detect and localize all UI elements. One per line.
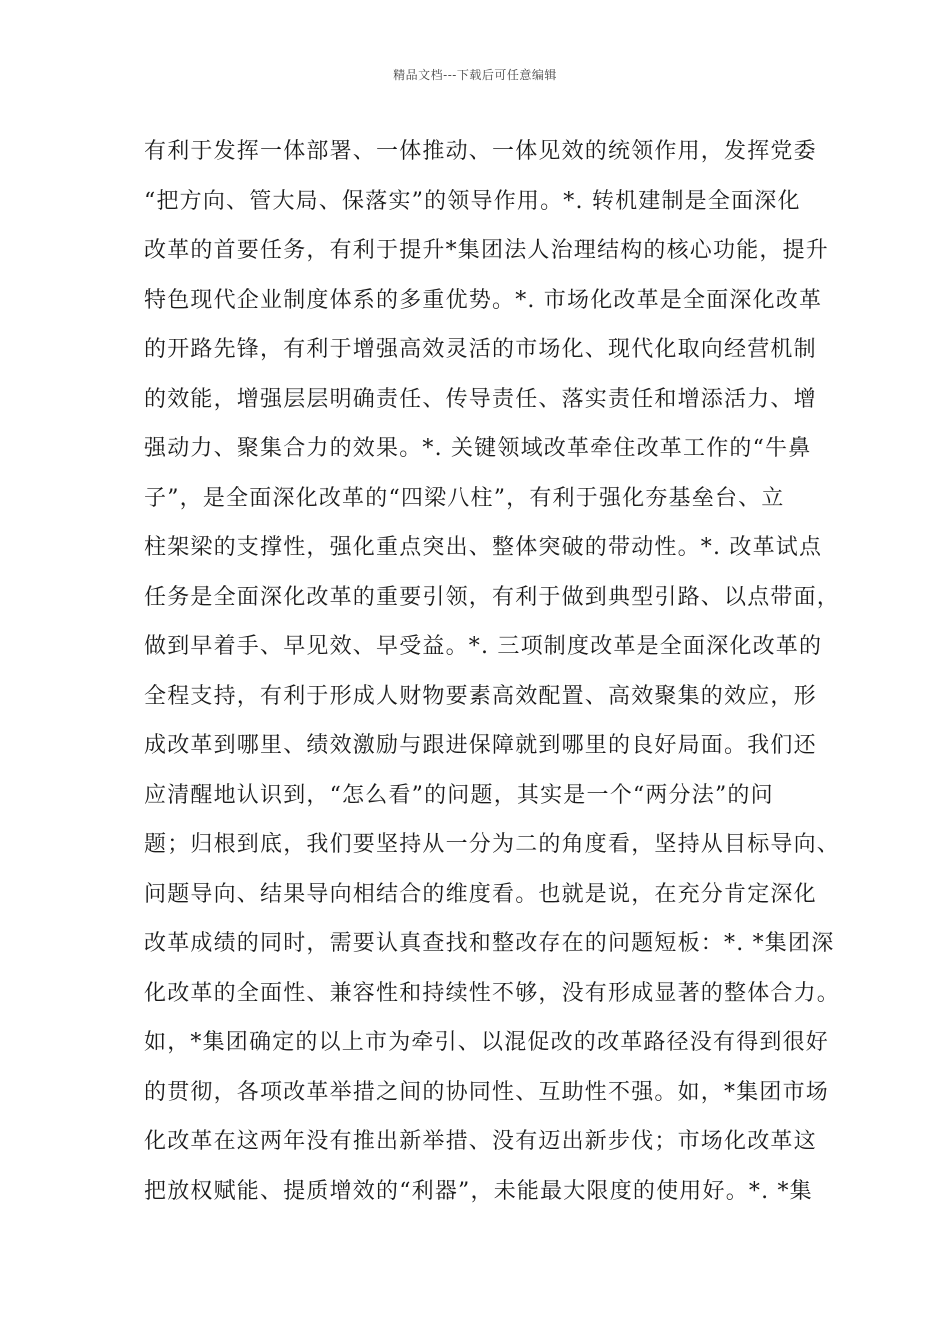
text-line: 化改革的全面性、兼容性和持续性不够，没有形成显著的整体合力。 — [144, 980, 841, 1006]
text-line: 柱架梁的支撑性，强化重点突出、整体突破的带动性。*. 改革试点 — [144, 535, 823, 560]
text-line: 全程支持，有利于形成人财物要素高效配置、高效聚集的效应，形 — [144, 683, 817, 709]
text-line: 改革的首要任务，有利于提升*集团法人治理结构的核心功能，提升 — [144, 238, 830, 263]
text-line: 题；归根到底，我们要坚持从一分为二的角度看，坚持从目标导向、 — [144, 832, 841, 857]
text-line: 特色现代企业制度体系的多重优势。*. 市场化改革是全面深化改革 — [144, 287, 823, 313]
text-line: 把放权赋能、提质增效的“利器”，未能最大限度的使用好。*. *集 — [144, 1178, 813, 1204]
text-line: 强动力、聚集合力的效果。*. 关键领域改革牵住改革工作的“牛鼻 — [144, 436, 812, 461]
text-line: “把方向、管大局、保落实”的领导作用。*. 转机建制是全面深化 — [144, 188, 801, 214]
text-line: 做到早着手、早见效、早受益。*. 三项制度改革是全面深化改革的 — [144, 634, 823, 659]
text-line: 化改革在这两年没有推出新举措、没有迈出新步伐；市场化改革这 — [144, 1129, 817, 1154]
text-line: 有利于发挥一体部署、一体推动、一体见效的统领作用，发挥党委 — [144, 139, 817, 164]
text-line: 成改革到哪里、绩效激励与跟进保障就到哪里的良好局面。我们还 — [144, 733, 817, 758]
text-line: 子”，是全面深化改革的“四梁八柱”，有利于强化夯基垒台、立 — [144, 485, 785, 511]
page-header: 精品文档---下载后可任意编辑 — [393, 68, 557, 82]
body-paragraph — [144, 130, 841, 1219]
text-line: 应清醒地认识到，“怎么看”的问题，其实是一个“两分法”的问 — [144, 782, 774, 808]
text-line: 改革成绩的同时，需要认真查找和整改存在的问题短板：*. *集团深 — [144, 931, 835, 956]
text-line: 如，*集团确定的以上市为牵引、以混促改的改革路径没有得到很好 — [144, 1030, 830, 1055]
text-line: 任务是全面深化改革的重要引领，有利于做到典型引路、以点带面， — [144, 584, 841, 610]
text-line: 的贯彻，各项改革举措之间的协同性、互助性不强。如，*集团市场 — [144, 1079, 830, 1105]
text-line: 问题导向、结果导向相结合的维度看。也就是说，在充分肯定深化 — [144, 881, 817, 907]
text-line: 的开路先锋，有利于增强高效灵活的市场化、现代化取向经营机制 — [144, 337, 817, 362]
text-line: 的效能，增强层层明确责任、传导责任、落实责任和增添活力、增 — [144, 386, 817, 412]
